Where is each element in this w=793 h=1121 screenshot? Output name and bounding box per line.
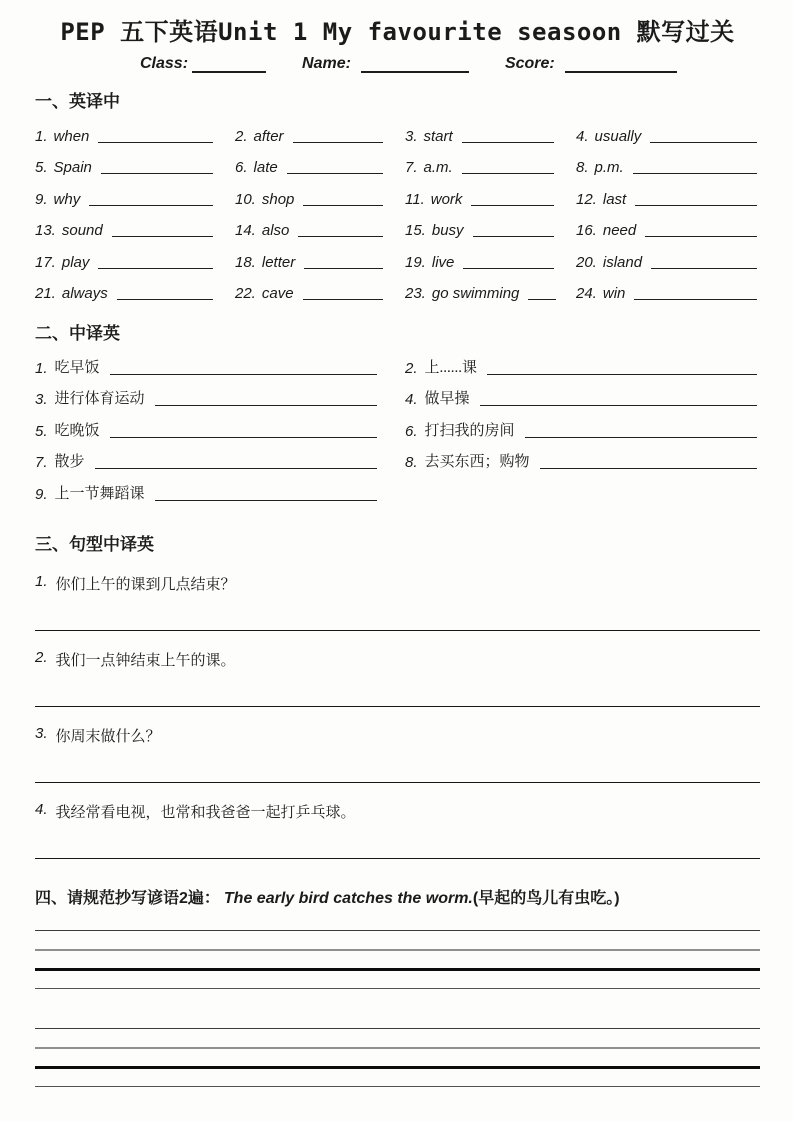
vocab-item [35,242,235,274]
answer-blank-line [462,142,554,143]
question-row [35,801,760,822]
section1-vocab-grid [35,116,760,305]
vocab-item-word: cave [261,285,294,302]
phrase-item-number: 8. [405,454,418,471]
question-text: 我们一点钟结束上午的课。 [55,652,236,669]
vocab-item-number: 20. [576,253,597,271]
question-row [35,725,760,746]
vocab-item [35,116,235,148]
vocab-item-word: island [602,253,643,271]
writing-line-baseline [35,1066,760,1069]
vocab-item [405,179,576,211]
phrase-item-text: 做早操 [424,391,470,407]
phrase-item-number: 5. [35,422,48,440]
vocab-item-number: 12. [576,190,597,208]
answer-blank-line [287,173,383,174]
writing-line [35,930,760,931]
vocab-item-word: busy [431,222,464,239]
vocab-item-number: 9. [35,190,48,208]
question-block [35,725,760,783]
vocab-item-word: also [261,222,290,239]
vocab-item-number: 16. [576,222,597,239]
vocab-item-number: 21. [35,285,56,302]
vocab-item-word: live [431,253,455,271]
answer-blank-line [110,374,377,375]
answer-blank-line [473,236,554,237]
vocab-item-number: 6. [235,159,248,176]
writing-line [35,1028,760,1029]
vocab-item-number: 3. [405,127,418,145]
answer-blank-line [525,437,757,438]
section1-heading: 一、英译中 [35,92,120,111]
vocab-item-number: 22. [235,285,256,302]
vocab-item-word: need [602,222,637,239]
writing-line [35,1086,760,1087]
vocab-item-word: work [430,190,463,208]
answer-blank-line [645,236,757,237]
answer-blank-line [101,173,213,174]
vocab-item [576,211,760,243]
vocab-item-word: always [61,285,108,302]
answer-line [35,630,760,631]
answer-blank-line [98,268,213,269]
section4-heading-prefix: 四、请规范抄写谚语2遍： [35,889,220,907]
vocab-item-word: when [53,127,90,145]
vocab-item-number: 23. [405,285,426,302]
phrase-item [405,411,760,443]
phrase-item-number: 3. [35,391,48,408]
vocab-item [405,274,576,306]
phrase-item [35,474,405,506]
answer-blank-line [463,268,554,269]
section2-phrase-grid [35,348,760,506]
vocab-item [405,211,576,243]
phrase-item [405,380,760,412]
vocab-item-number: 7. [405,159,418,176]
question-number: 1. [35,572,48,590]
answer-blank-line [540,468,757,469]
vocab-item-word: start [423,127,453,145]
vocab-item-number: 5. [35,159,48,176]
vocab-item-number: 15. [405,222,426,239]
name-label: Name: [302,55,351,72]
vocab-item [235,148,405,180]
vocab-item-number: 2. [235,127,248,145]
phrase-item [35,380,405,412]
vocab-item-word: last [602,190,627,208]
answer-blank-line [462,173,554,174]
question-block [35,573,760,631]
answer-line [35,782,760,783]
phrase-item [35,443,405,475]
vocab-item-word: go swimming [431,285,520,302]
score-field [505,55,677,73]
answer-blank-line [95,468,377,469]
vocab-item-number: 13. [35,222,56,239]
phrase-item-text: 打扫我的房间 [424,422,515,439]
vocab-item [576,179,760,211]
vocab-item [35,148,235,180]
phrase-item-text: 上一节舞蹈课 [54,485,145,502]
answer-blank-line [98,142,213,143]
vocab-item-number: 1. [35,127,48,145]
name-blank-line [361,55,469,73]
phrase-item-text: 吃早饭 [54,359,100,376]
phrase-item-text: 上......课 [424,359,478,376]
section4-heading [35,885,760,908]
phrase-item [405,443,760,475]
answer-blank-line [480,405,757,406]
class-field [140,55,266,73]
writing-line [35,1047,760,1049]
answer-blank-line [298,236,383,237]
answer-blank-line [112,236,213,237]
vocab-item-number: 10. [235,190,256,208]
vocab-item [405,148,576,180]
phrase-item-number: 2. [405,359,418,377]
phrase-item-number: 1. [35,359,48,377]
score-label: Score: [504,55,555,72]
phrase-item [35,411,405,443]
vocab-item-word: why [53,190,81,208]
writing-line [35,949,760,951]
score-blank-line [565,55,677,73]
answer-blank-line [471,205,554,206]
vocab-item [35,179,235,211]
answer-blank-line [303,299,383,300]
vocab-item [576,148,760,180]
answer-line [35,858,760,859]
vocab-item-number: 11. [405,190,425,208]
vocab-item-word: shop [261,190,295,208]
question-number: 4. [35,800,48,818]
vocab-item [405,242,576,274]
page-title: PEP 五下英语Unit 1 My favourite seasoon 默写过关 [60,18,735,46]
vocab-item-word: win [602,285,626,302]
section3-questions [35,573,760,859]
answer-blank-line [110,437,377,438]
answer-blank-line [487,374,757,375]
answer-blank-line [89,205,213,206]
answer-blank-line [293,142,383,143]
vocab-item [235,211,405,243]
vocab-item [576,242,760,274]
answer-blank-line [633,173,757,174]
answer-blank-line [155,405,377,406]
writing-grid-2 [35,1028,760,1087]
answer-blank-line [117,299,213,300]
vocab-item-word: letter [261,253,296,271]
question-block [35,801,760,859]
question-text: 我经常看电视，也常和我爸爸一起打乒乓球。 [55,804,356,821]
vocab-item [35,211,235,243]
phrase-item-number: 9. [35,485,48,503]
phrase-item-text: 去买东西；购物 [424,454,530,470]
phrase-item-number: 4. [405,391,418,408]
phrase-item-number: 7. [35,454,48,471]
answer-blank-line [634,299,757,300]
phrase-item-text: 吃晚饭 [54,422,100,439]
vocab-item-word: play [61,253,90,271]
answer-blank-line [635,205,757,206]
vocab-item [405,116,576,148]
phrase-item [35,348,405,380]
class-blank-line [192,55,266,73]
vocab-item [235,274,405,306]
vocab-item [235,179,405,211]
answer-blank-line [528,299,556,300]
vocab-item [235,116,405,148]
writing-line-baseline [35,968,760,971]
vocab-item [235,242,405,274]
vocab-item-word: p.m. [594,159,624,176]
question-text: 你们上午的课到几点结束？ [55,576,236,593]
vocab-item-number: 19. [405,253,426,271]
phrase-item [405,348,760,380]
question-number: 3. [35,724,48,742]
vocab-item-number: 24. [576,285,597,302]
vocab-item-word: usually [594,127,642,145]
vocab-item [576,274,760,306]
vocab-item-word: late [253,159,278,176]
vocab-item [35,274,235,306]
class-label: Class: [140,55,189,72]
question-block [35,649,760,707]
name-field [302,55,469,73]
vocab-item-number: 17. [35,253,56,271]
answer-blank-line [651,268,757,269]
answer-blank-line [650,142,757,143]
vocab-item-number: 18. [235,253,256,271]
phrase-item-text: 进行体育运动 [54,391,145,407]
section3-heading: 三、句型中译英 [35,534,154,554]
vocab-item-number: 8. [576,159,589,176]
question-row [35,573,760,594]
vocab-item-word: Spain [53,159,92,176]
question-row [35,649,760,670]
section4-note: (早起的鸟儿有虫吃。) [472,889,620,907]
answer-blank-line [304,268,383,269]
writing-line [35,988,760,989]
question-text: 你周末做什么？ [55,728,161,745]
answer-blank-line [155,500,377,501]
vocab-item-number: 14. [235,222,256,239]
vocab-item [576,116,760,148]
writing-grid-1 [35,930,760,989]
header-fields [140,55,760,73]
vocab-item-number: 4. [576,127,589,145]
vocab-item-word: sound [61,222,103,239]
vocab-item-word: a.m. [423,159,453,176]
section4-proverb: The early bird catches the worm. [223,889,473,907]
phrase-item-text: 散步 [54,454,85,470]
phrase-item-number: 6. [405,422,418,440]
answer-blank-line [303,205,383,206]
vocab-item-word: after [253,127,284,145]
question-number: 2. [35,648,48,666]
answer-line [35,706,760,707]
section2-heading: 二、中译英 [35,324,120,343]
